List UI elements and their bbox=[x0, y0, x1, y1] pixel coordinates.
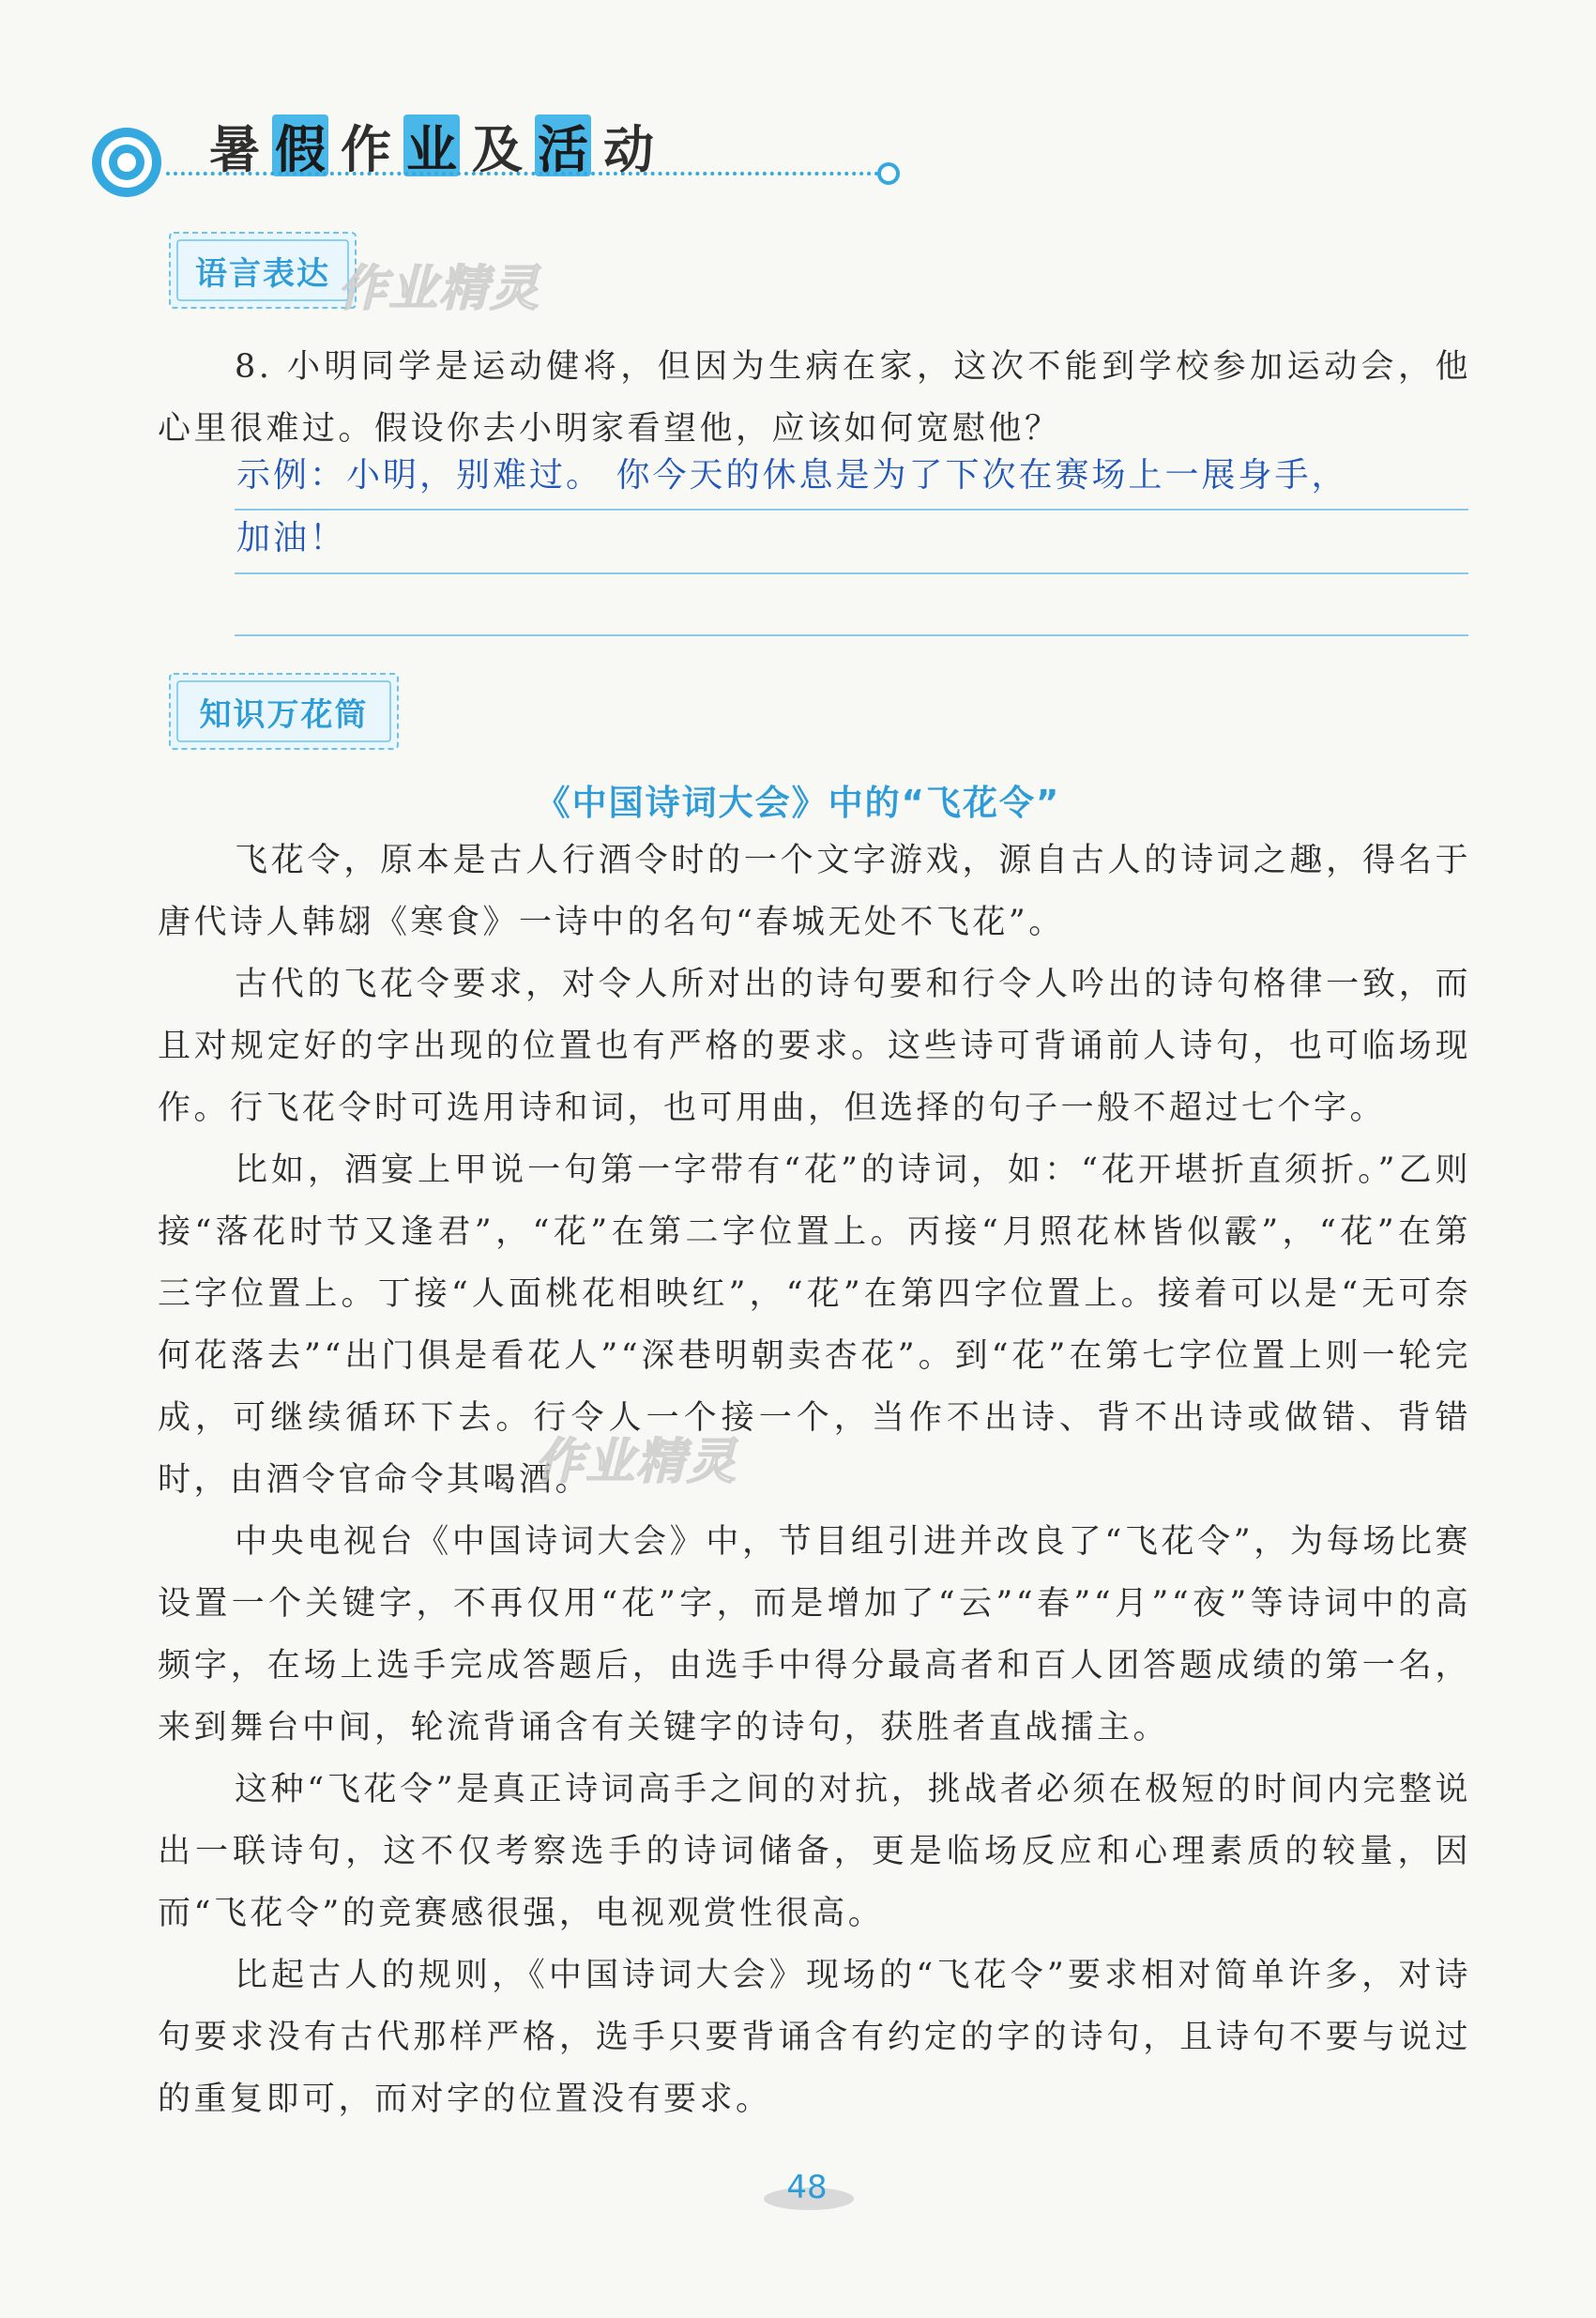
article-paragraph: 比如，酒宴上甲说一句第一字带有“花”的诗词，如：“花开堪折直须折。”乙则接“落花时节又逢君”，“花”在第二字位置上。丙接“月照花林皆似霰”，“花”在第三字位置上。丁接“人面桃花相映红”，“花”在第四字位置上。接着可以是“无可奈何花落去”“出门俱是看花人”“深巷明朝卖杏花”。到“花”在第七字位置上则一轮完成，可继续循环下去。行令人一个接一个，当作不出诗、背不出诗或做错、背错时，由酒令官命令其喝酒。 bbox=[158, 1151, 1471, 1499]
header-title-char: 活 bbox=[535, 114, 591, 176]
section-tag-knowledge bbox=[164, 668, 403, 755]
article-paragraph: 中央电视台《中国诗词大会》中，节目组引进并改良了“飞花令”，为每场比赛设置一个关键字，不再仅用“花”字，而是增加了“云”“春”“月”“夜”等诗词中的高频字，在场上选手完成答题后，由选手中得分最高者和百人团答题成绩的第一名，来到舞台中间，轮流背诵含有关键字的诗句，获胜者直战擂主。 bbox=[158, 1523, 1471, 1746]
header-title-char: 业 bbox=[403, 114, 460, 176]
header-end-circle-icon bbox=[875, 160, 902, 187]
answer-line-text: 加油！ bbox=[236, 519, 347, 557]
answer-underline bbox=[235, 509, 1468, 511]
header-dotted-line bbox=[166, 172, 879, 175]
watermark-text: 作业精灵 bbox=[338, 261, 541, 317]
target-circle-icon bbox=[89, 125, 164, 200]
article-paragraph: 飞花令，原本是古人行酒令时的一个文字游戏，源自古人的诗词之趣，得名于唐代诗人韩翃《寒食》一诗中的名句“春城无处不飞花”。 bbox=[158, 842, 1471, 941]
header-title-char: 及 bbox=[472, 119, 523, 179]
article-title: 《中国诗词大会》中的“飞花令” bbox=[535, 783, 1061, 823]
section-tag-label: 语言表达 bbox=[195, 254, 330, 293]
section-tag-expression bbox=[164, 227, 361, 313]
page-header bbox=[89, 99, 840, 202]
section-tag-label: 知识万花筒 bbox=[199, 695, 369, 734]
article-paragraph: 古代的飞花令要求，对令人所对出的诗句要和行令人吟出的诗句格律一致，而且对规定好的字出现的位置也有严格的要求。这些诗可背诵前人诗句，也可临场现作。行飞花令时可选用诗和词，也可用曲，但选择的句子一般不超过七个字。 bbox=[158, 966, 1471, 1127]
article-paragraph: 这种“飞花令”是真正诗词高手之间的对抗，挑战者必须在极短的时间内完整说出一联诗句，这不仅考察选手的诗词储备，更是临场反应和心理素质的较量，因而“飞花令”的竞赛感很强，电视观赏性很高。 bbox=[158, 1771, 1471, 1932]
question-text: 8. 小明同学是运动健将，但因为生病在家，这次不能到学校参加运动会，他心里很难过。假设你去小明家看望他，应该如何宽慰他？ bbox=[158, 348, 1471, 448]
header-title-char: 暑 bbox=[209, 119, 260, 179]
watermark-text: 作业精灵 bbox=[535, 1434, 738, 1490]
article-paragraph: 比起古人的规则，《中国诗词大会》现场的“飞花令”要求相对简单许多，对诗句要求没有古代那样严格，选手只要背诵含有约定的字的诗句，且诗句不要与说过的重复即可，而对字的位置没有要求。 bbox=[158, 1957, 1471, 2118]
header-title-char: 假 bbox=[272, 114, 328, 176]
answer-underline bbox=[235, 634, 1468, 636]
answer-underline bbox=[235, 572, 1468, 574]
header-title-char: 作 bbox=[341, 119, 391, 179]
answer-line-text: 示例：小明，别难过。 你今天的休息是为了下次在赛场上一展身手， bbox=[236, 456, 1348, 495]
header-title-char: 动 bbox=[603, 119, 654, 179]
page-number: 48 bbox=[786, 2169, 828, 2206]
